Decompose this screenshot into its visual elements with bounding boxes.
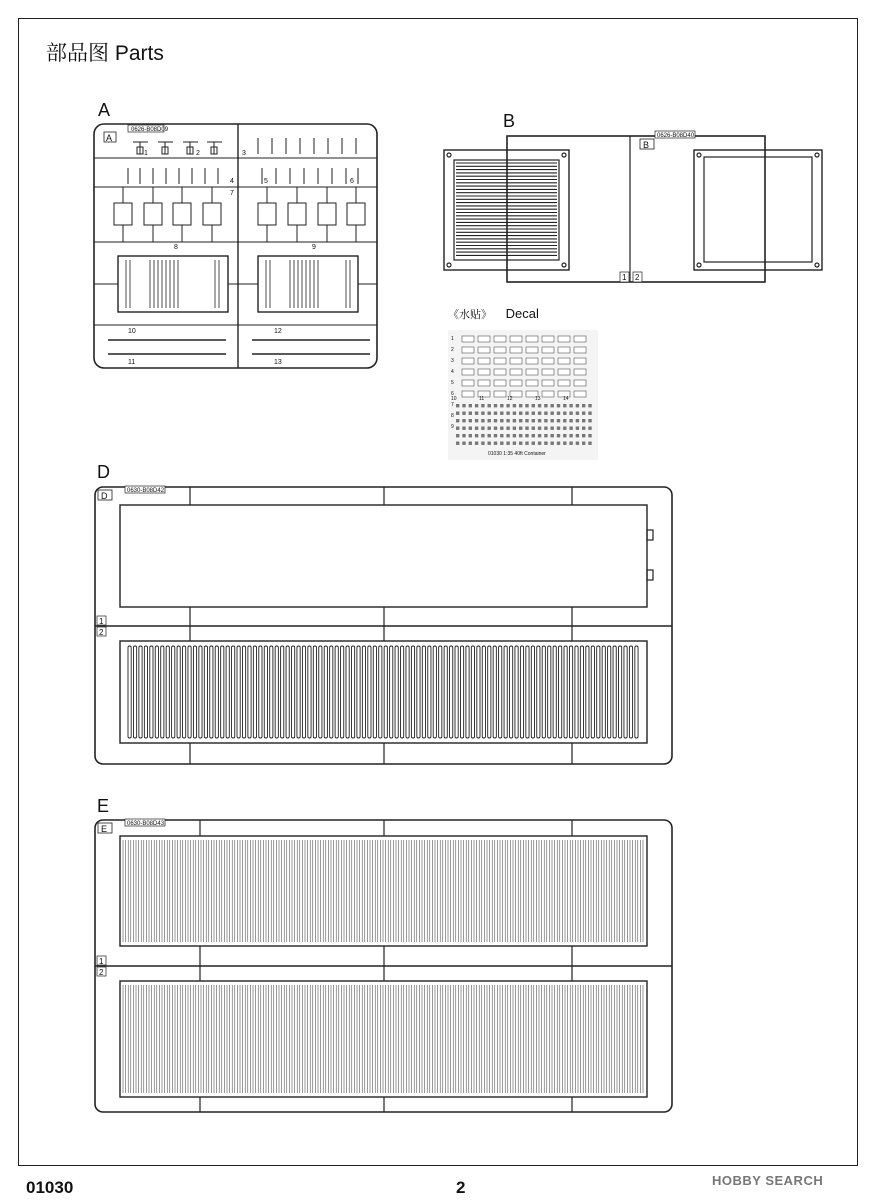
sprue-b-code: 0626-B08D40 [657, 133, 695, 139]
decal-row-number: 2 [451, 347, 454, 353]
sprue-d-label: D [97, 462, 110, 482]
part-a-1: 1 [144, 150, 148, 157]
sprue-d-code: 0630-B08D42 [127, 488, 165, 494]
part-e-2: 2 [99, 968, 104, 977]
sprue-e [95, 820, 672, 1112]
decal-title-en: Decal [505, 306, 539, 321]
decal-row-number: 8 [451, 413, 454, 419]
sprue-a-letter: A [106, 133, 113, 143]
sprue-e-label: E [97, 796, 110, 816]
part-a-5: 5 [264, 178, 268, 185]
sprue-e-letter: E [101, 824, 108, 834]
part-d-1: 1 [99, 617, 104, 626]
page-number: 2 [456, 1178, 466, 1197]
part-a-12: 12 [274, 328, 282, 335]
sprue-d-labels [97, 486, 165, 637]
sprue-e-code: 0630-B08D43 [127, 821, 165, 827]
decal-row-number: 12 [507, 396, 513, 402]
part-a-13: 13 [274, 359, 282, 366]
product-code: 01030 [26, 1178, 74, 1197]
decal-row-number: 13 [535, 396, 541, 402]
part-b-2: 2 [635, 273, 640, 282]
page-title: 部品图 Parts [46, 42, 164, 65]
sprue-b-label: B [503, 111, 516, 131]
part-a-7: 7 [230, 190, 234, 197]
part-e-1: 1 [99, 957, 104, 966]
decal-row-number: 11 [479, 396, 485, 402]
part-a-4: 4 [230, 178, 234, 185]
sprue-a [94, 124, 377, 368]
part-a-11: 11 [128, 359, 136, 366]
decal-row-number: 9 [451, 424, 454, 430]
decal-sheet [448, 330, 598, 460]
part-a-10: 10 [128, 328, 136, 335]
decal-row-number: 6 [451, 391, 454, 397]
part-a-8: 8 [174, 244, 178, 251]
decal-row-number: 5 [451, 380, 454, 386]
decal-row-number: 10 [451, 396, 457, 402]
sprue-a-label: A [98, 100, 111, 120]
decal-row-number: 3 [451, 358, 454, 364]
sprue-a-labels [104, 125, 354, 366]
decal-row-number: 4 [451, 369, 454, 375]
part-a-9: 9 [312, 244, 316, 251]
part-b-1: 1 [622, 273, 627, 282]
decal-row-number: 7 [451, 402, 454, 408]
part-a-2: 2 [196, 150, 200, 157]
sprue-d-letter: D [101, 491, 108, 501]
part-a-3: 3 [242, 150, 246, 157]
sprue-b-labels [620, 131, 695, 282]
sprue-d-ribs [128, 646, 638, 738]
decal-row-number: 14 [563, 396, 569, 402]
part-a-6: 6 [350, 178, 354, 185]
sprue-a-code: 0626-B08D09 [131, 127, 169, 133]
watermark: HOBBY SEARCH [712, 1173, 824, 1188]
decal-caption: 01030 1:35 40ft Container [488, 451, 546, 457]
sprue-b-letter: B [643, 140, 650, 150]
decal-row-number: 1 [451, 336, 454, 342]
decal-title-cn: 《水贴》 [448, 309, 492, 321]
part-d-2: 2 [99, 628, 104, 637]
